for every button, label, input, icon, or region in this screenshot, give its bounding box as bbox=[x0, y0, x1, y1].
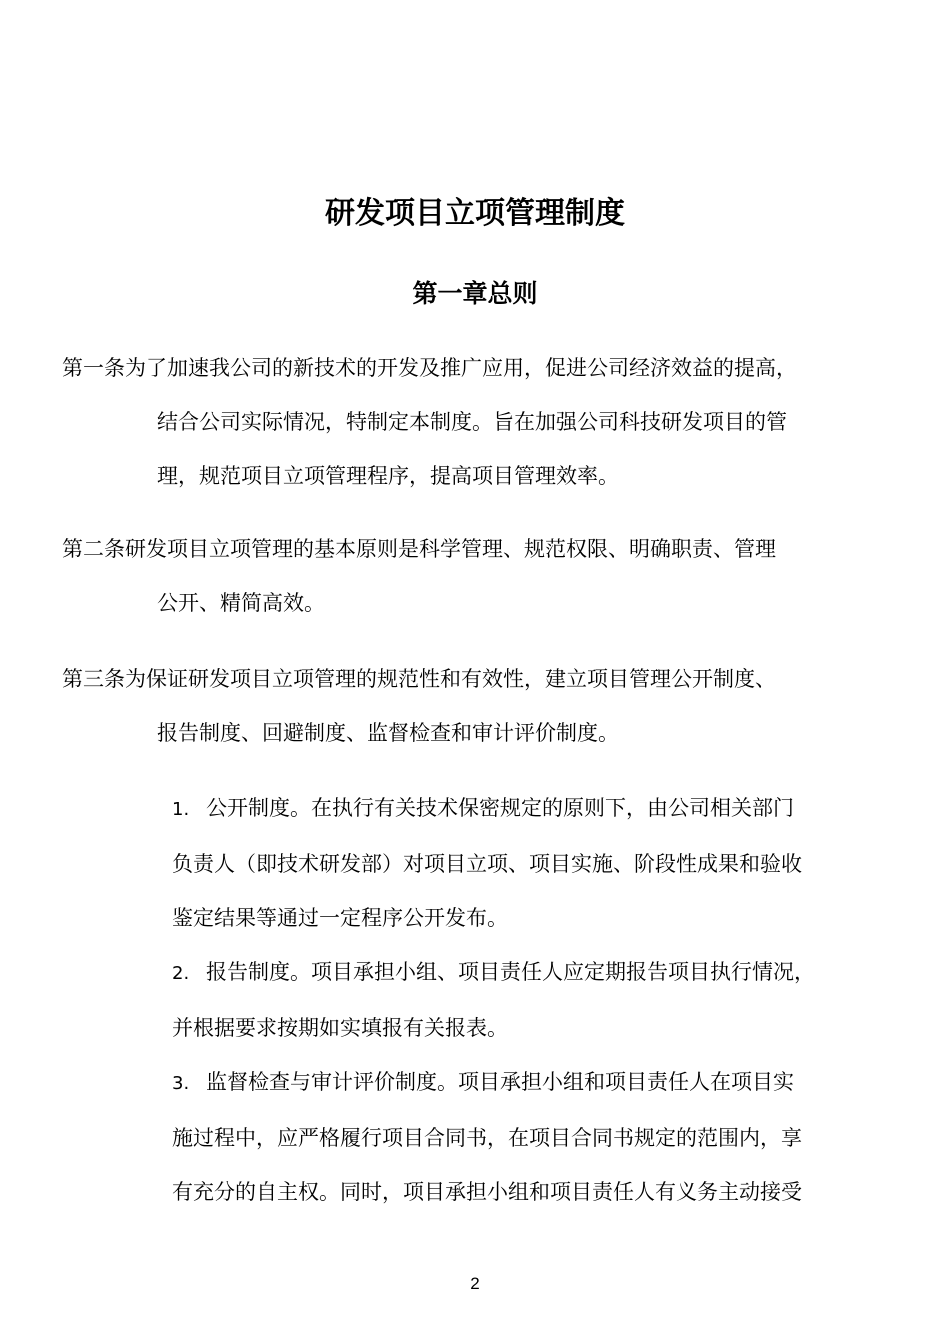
article-2-line-2: 公开、精简高效。 bbox=[157, 591, 325, 615]
list-item-1-line-1 bbox=[172, 781, 892, 837]
article-3-line-2: 报告制度、回避制度、监督检查和审计评价制度。 bbox=[157, 721, 619, 745]
list-item-3-line-3: 有充分的自主权。同时，项目承担小组和项目责任人有义务主动接受 bbox=[172, 1180, 802, 1204]
system-list bbox=[172, 781, 892, 1219]
article-1-line-2: 结合公司实际情况，特制定本制度。旨在加强公司科技研发项目的管 bbox=[157, 410, 787, 434]
list-item-1 bbox=[172, 781, 892, 945]
article-3-line-1: 第三条为保证研发项目立项管理的规范性和有效性，建立项目管理公开制度、 bbox=[62, 667, 776, 691]
list-item-3-line-2: 施过程中，应严格履行项目合同书，在项目合同书规定的范围内，享 bbox=[172, 1126, 802, 1150]
list-item-1-text-1: 公开制度。在执行有关技术保密规定的原则下，由公司相关部门 bbox=[206, 796, 794, 820]
article-3 bbox=[62, 652, 892, 760]
list-item-1-number: 1. bbox=[172, 799, 190, 820]
article-2 bbox=[62, 522, 892, 630]
article-2-line-1: 第二条研发项目立项管理的基本原则是科学管理、规范权限、明确职责、管理 bbox=[62, 537, 776, 561]
page-number: 2 bbox=[470, 1274, 480, 1293]
list-item-2-line-2: 并根据要求按期如实填报有关报表。 bbox=[172, 1016, 508, 1040]
list-item-2-number: 2. bbox=[172, 963, 190, 984]
list-item-2-line-1 bbox=[172, 945, 892, 1001]
list-item-3-number: 3. bbox=[172, 1073, 190, 1094]
list-item-1-line-3: 鉴定结果等通过一定程序公开发布。 bbox=[172, 906, 508, 930]
document-title: 研发项目立项管理制度 bbox=[325, 196, 625, 231]
list-item-3-line-1 bbox=[172, 1055, 892, 1111]
article-1-line-3: 理，规范项目立项管理程序，提高项目管理效率。 bbox=[157, 464, 619, 488]
list-item-2-text-1: 报告制度。项目承担小组、项目责任人应定期报告项目执行情况， bbox=[206, 960, 815, 984]
article-1 bbox=[62, 341, 892, 503]
list-item-3 bbox=[172, 1055, 892, 1219]
list-item-1-line-2: 负责人（即技术研发部）对项目立项、项目实施、阶段性成果和验收 bbox=[172, 852, 802, 876]
list-item-3-text-1: 监督检查与审计评价制度。项目承担小组和项目责任人在项目实 bbox=[206, 1070, 794, 1094]
list-item-2 bbox=[172, 945, 892, 1055]
article-1-line-1: 第一条为了加速我公司的新技术的开发及推广应用，促进公司经济效益的提高， bbox=[62, 356, 797, 380]
chapter-title: 第一章总则 bbox=[412, 279, 538, 308]
